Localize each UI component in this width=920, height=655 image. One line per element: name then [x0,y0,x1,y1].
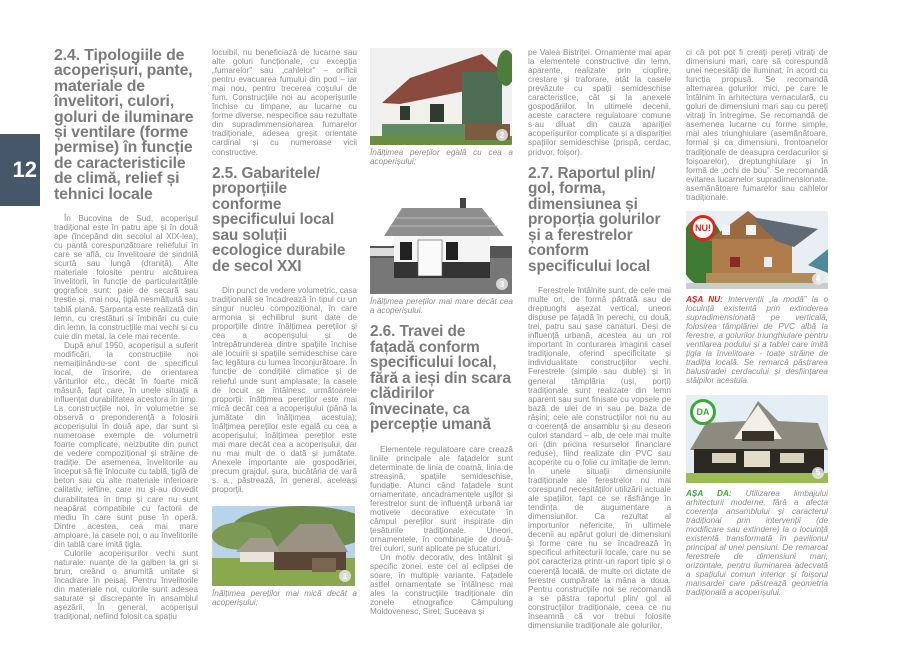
paragraph: Din punct de vedere volumetric, casa tradițională se încadrează în tipul cu un singur nucleu compozițional, în care armonia și echilibrul sunt date de proporțiile dintre înălțimea pereților și cea a acoperișului și de întrepătrunderea dintre spațiile închise ale locuirii și spațiile semideschise care fac legătura cu lumea înconjurătoare. În funcție de condițiile climatice și de relieful unde sunt amplasate, la casele de locuit se întâlnesc următoarele proporții: înălțimea pereților este mai mică decât cea a acoperișului (până la jumătate din înălțimea acestuia); înălțimea pereților este egală cu cea a acoperișului; înălțimea pereților este mai mare decât cea a acoperișului, dar nu mai mult de o dată și jumătate. Anexele importante ale gospodăriei, precum grajdul, șura, bucătăria de vară ș. a., păstrează, în general, aceleași proporții. [212,286,357,495]
photo-1-wooden-houses [212,506,355,586]
photo-3-image [370,176,512,294]
asa-da-label: AȘA DA: [686,488,732,498]
section-heading-2-6: 2.6. Travei de fațadă conform specificului local, fără a ieși din scara clădirilor învecinate, ca percepție umană [370,323,511,433]
section-heading-2-5: 2.5. Gabaritele/ proporțiile conforme specificului local sau soluții ecologice durabile de secol XXI [212,164,346,275]
da-stamp: DA [690,399,716,425]
page-number-label: 12 [12,157,37,182]
column-4 [528,48,671,630]
caption-text: Utilizarea limbajului arhitecturii moderne, fără a afecta coerența ansamblului și caracterul tradițional prin intervenții (de modificare sau extindere) la o locuință existentă transformată în pavilionul principal al unei pensiuni. De remarcat ferestrele de dimensiuni mari, orizontale, pentru iluminarea adecvată a spațiului comun interior și foișorul mansardei care păstrează geometria tradițională a acoperișului. [686,488,828,597]
photo-caption-good-example [686,489,828,597]
column-3 [370,48,513,616]
section-heading-2-7: 2.7. Raportul plin/ gol, forma, dimensiunea și proporția golurilor și a ferestrelor conform specificului local [528,164,661,275]
column-2 [212,48,357,607]
paragraph: Ferestrele întâlnite sunt, de cele mai multe ori, de formă pătrată sau de dreptunghi așezat vertical, uneori dispuse pe fațadă în perechi, cu două, trei, patru sau șase canaturi. Deși de influență urbană, acestea au un rol important în conturarea imaginii casei tradiționale, oferind specificitate și individualitate construcțiilor vechi. Ferestrele (simple sau duble) și în general tâmplăria (uși, porți) tradiționale sunt realizate din lemn aparent sau sunt finisate cu vopsele pe bază de ulei de in sau pe baza de rășini; cele ale construcțiilor noi nu au o coerență de ansamblu și au deseori culori standard – alb, de cele mai multe ori (din pricina resurselor financiare reduse), fiind realizate din PVC sau acoperite cu o folie cu imitație de lemn. În unele situații dimensiunile tradiționale ale ferestrelor nu mai corespund necesităților utilizării actuale ale spațiilor, fapt ce se răsfrânge în tendința de augumentare a dimensiunilor. Ca rezultat al importurilor nefericite, în ultimele decenii au apărut goluri de dimensiuni și forme care nu se încadrează în specificul arhitecturii locale, care nu se pot caracteriza printr-un raport tipic și o coerență locală, de multe ori dictate de ferestre cumpărate la mâna a doua. Pentru construcțiile noi se recomandă a se păstra raportul plin/ gol al construcțiilor tradiționale, ceea ce nu înseamnă că vor trebui folosite dimensiunile tradiționale ale golurilor, [528,286,671,630]
asa-nu-label: AȘA NU: [686,294,723,304]
paragraph: ci că pot pot fi creați pereți vitrați de dimensiuni mari, care să corespundă unei necesități de iluminat, în acord cu funcția propusă. Se recomandă alternarea golurilor mici, pe care le întâlnim în arhitectura vernaculară, cu goluri de dimensiuni mari sau cu pereți vitrați în întregime. Se recomandă de asemenea lucarne cu forme simple, mai ales triunghiulare (asemănătoare, formal și ca dimensiuni, frontoanelor tradiționale de deasupra cerdacurilor și foișoarelor), dreptunghiulare și în formă de „ochi de bou”. Se recomandă evitarea lucarnelor supradimensionate, asemănătoare fumarelor sau cahlelor tradiționale. [686,48,828,202]
paragraph: În Bucovina de Sud, acoperișul tradițional este în patru ape și în două ape (începând din secolul al XIX-lea), cu pantă corespunzătoare reliefului în care se află, cu învelitoare de șindrilă scurtă sau lungă (draniță). Alte materiale folosite pentru alcătuirea învelitorii, în funcție de particularitățile gografice sunt: paie de secară sau trestie și, mai nou, țiglă nesmălțuită sau tablă plană. Șarpanta este realizată din lemn, cu crestături și îmbinări cu cuie din lemn, la construcțiile mai vechi și cu cuie din metal, la cele mai recente. [54,214,198,341]
photo-number-badge: 3 [496,278,508,290]
photo-caption: Înălțimea pereților egală cu cea a acoperișului; [370,148,513,166]
photo-4-bad-example [686,211,828,289]
photo-2-green-house [370,48,512,145]
photo-2-image [370,48,512,145]
photo-number-badge: 1 [339,570,351,582]
column-1 [54,48,198,621]
paragraph: Culorile acoperișurilor vechi sunt naturale: nuanțe de la galben la gri și brun, creând o anumită unitate și încadrare în peisaj. Pentru învelitorile din materiale noi, culorile sunt adesea saturate și discrepante în ansamblul așezării. În general, acoperișul tradițional, nefiind folosit ca spațiu [54,548,198,622]
photo-number-badge: 4 [812,273,824,285]
caption-text: Intervenții „la modă” la o locuință existentă prin extinderea supradimensionată pe verticală, folosirea tâmplăriei de PVC albă la ferestre, a golurilor triunghiulare pentru ventilarea podului și a tablei care imită țigla la învelitoare - toate străine de tradiția locală. Se remarcă păstrarea balustradei cerdacului și desființarea stâlpilor acestuia. [686,294,828,385]
photo-3-bw-house [370,176,512,294]
photo-caption-bad-example [686,295,828,385]
section-heading-2-4: 2.4. Tipologiile de acoperișuri, pante, materiale de învelitori, culori, goluri de iluminare și ventilare (forme permise) în funcție de caracteristicile de climă, relief și tehnici locale [54,47,194,203]
paragraph: Elementele regulatoare care crează liniile principale ale fațadelor sunt determinate de linia de coamă, linia de streașină, spațiile semideschise, fundație. Atunci când fațadele sunt ornamentate, ancadramentele ușilor și ferestrelor sunt de influență urbană iar motivele decorative executate în câmpul pereților sunt inspirate din țesăturile tradiționale. Uneori, ornamentele, în combinație de două-trei culori, sunt aplicate pe stucaturi. [370,444,513,554]
photo-1-image [212,506,355,586]
photo-number-badge: 2 [496,129,508,141]
photo-number-badge: 5 [812,467,824,479]
paragraph: pe Valea Bistriței. Ornamente mai apar la elementele constructive din lemn, aparente, realizate prin cioplire, crestare și traforare, atât la casele prevăzute cu spații semideschise caracteristice, cât și la anexele gospodăriilor. În ultimele decenii, aceste caractere regulatoare comune s-au diluat din cauza apariției acoperișurilor complicate și a dispariției spațiilor semideschise (prispă, cerdac, pridvor, foișor). [528,48,671,157]
paragraph: Un motiv decorativ, des întâlnit și specific zonei, este cel al eclipsei de soare, în multiple variante. Fațadele astfel ornamentate se întâlnesc mai ales la construcțiile tradiționale din zonele etnografice Câmpulung Moldovenesc, Siret, Suceava și [370,553,513,617]
page-number [0,134,40,206]
photo-caption: Înălțimea pereților mai mare decât cea a acoperișului. [370,297,513,315]
nu-stamp: NU! [690,215,716,241]
paragraph: locuibil, nu beneficiază de lucarne sau alte goluri funcționale, cu excepția „fumarelor” sau „cahlelor” – orificii pentru evacuarea fumului din pod – iar mai nou, pentru trecerea coșului de fum. Construcțiile noi au acoperișurile închise cu timpane, au lucarne cu forme diverse, nespecifice sau rezultate din supradimmensionarea fumarelor tradiționale, adesea greșit orientate cardinal și cu numeroase vicii constructive. [212,48,357,157]
photo-5-good-example [686,395,828,483]
paragraph: După anul 1950, acoperișul a suferit modificări, la construcțiile noi nemaițiinându-se cont de specificul local, de însorire, de orientarea vânturilor etc., decât în foarte mică măsură, fapt care, în unele situații a influențat durabilitatea acestora în timp. La construcțiile noi, în volumetrie se observă o preponderență a folosirii acoperișului în două ape, dar sunt și numeroase exemple de volumetrii foarte complicate, neizbutite din punct de vedere compozițional și străine de tradiție. De asemenea, învelitorile au început să fie înlocuite cu tablă, țiglă de beton sau cu alte materiale inferioare calitativ, ieftine, care nu și-au dovedit durabilitatea în timp și care nu sunt neapărat compatibile cu factorii de mediu în care sunt puse în operă. Dintre acestea, cea mai mare amploare, la casele noi, o au învelitorile din tablă care imită țigla. [54,340,198,549]
column-5 [686,48,828,597]
photo-caption: Înălțimea pereților mai mică decât a acoperișului; [212,589,357,608]
